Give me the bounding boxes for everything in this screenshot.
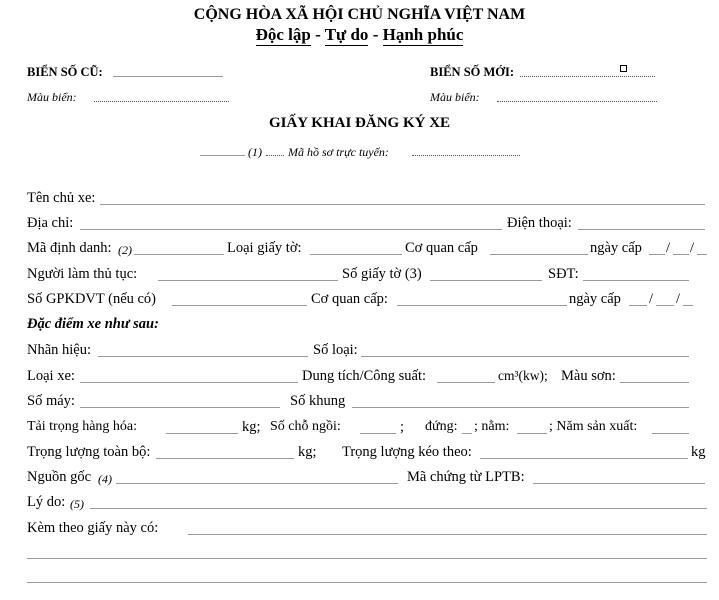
total-weight-label: Trọng lượng toàn bộ: xyxy=(27,444,151,460)
doc-no-label: Số giấy tờ (3) xyxy=(342,266,422,282)
new-plate-label: BIỂN SỐ MỚI: xyxy=(430,65,515,79)
issue-date2-label: ngày cấp xyxy=(569,291,621,307)
agent-label: Người làm thủ tục: xyxy=(27,266,138,282)
tow-weight-unit: kg xyxy=(691,444,706,460)
attached-label: Kèm theo giấy này có: xyxy=(27,520,159,536)
form-number-dots xyxy=(266,155,284,156)
agent-field[interactable] xyxy=(158,280,338,281)
reason-note: (5) xyxy=(70,497,84,511)
doc-no-field[interactable] xyxy=(430,280,542,281)
total-weight-unit: kg; xyxy=(298,444,317,460)
online-code-field[interactable] xyxy=(412,155,520,156)
id-code-field[interactable] xyxy=(134,254,224,255)
old-plate-label: BIỂN SỐ CŨ: xyxy=(27,65,103,79)
phone-label: Điện thoại: xyxy=(507,215,572,231)
origin-note: (4) xyxy=(98,472,112,486)
type-label: Loại xe: xyxy=(27,368,75,384)
attached-field[interactable] xyxy=(188,534,707,535)
new-plate-color-field[interactable] xyxy=(497,101,657,102)
engine-label: Số máy: xyxy=(27,393,75,409)
engine-field[interactable] xyxy=(80,407,280,408)
lptb-field[interactable] xyxy=(533,483,705,484)
standing-field[interactable] xyxy=(462,433,472,434)
owner-field[interactable] xyxy=(100,204,705,205)
standing-label: đứng: xyxy=(425,419,458,434)
origin-label: Nguồn gốc xyxy=(27,469,92,485)
issue-year2-field[interactable] xyxy=(683,305,693,306)
reason-label: Lý do: xyxy=(27,494,66,510)
national-header: CỘNG HÒA XÃ HỘI CHỦ NGHĨA VIỆT NAM xyxy=(193,6,526,23)
gpkd-label: Số GPKDVT (nếu có) xyxy=(27,291,157,307)
color-label: Màu sơn: xyxy=(561,368,616,384)
tow-weight-label: Trọng lượng kéo theo: xyxy=(342,444,472,460)
model-field[interactable] xyxy=(361,356,689,357)
new-plate-field[interactable] xyxy=(520,76,655,77)
seats-sep: ; xyxy=(400,419,405,435)
date2-slash-1: / xyxy=(649,291,654,307)
seats-field[interactable] xyxy=(360,433,396,434)
date-slash-2: / xyxy=(690,240,695,256)
total-weight-field[interactable] xyxy=(156,458,294,459)
issue-day2-field[interactable] xyxy=(629,305,647,306)
id-code-note: (2) xyxy=(118,243,132,257)
reason-field[interactable] xyxy=(90,508,707,509)
chassis-label: Số khung xyxy=(290,393,346,409)
motto-part-3: Hạnh phúc xyxy=(382,25,464,44)
attached-line-2[interactable] xyxy=(27,558,707,559)
motto-sep-1: - xyxy=(310,25,325,44)
form-number-field[interactable] xyxy=(200,155,245,156)
color-field[interactable] xyxy=(620,382,689,383)
motto-sep-2: - xyxy=(368,25,383,44)
lptb-label: Mã chứng từ LPTB: xyxy=(407,469,525,485)
vehicle-heading: Đặc điểm xe như sau: xyxy=(27,316,159,332)
issuer2-label: Cơ quan cấp: xyxy=(311,291,388,307)
capacity-label: Dung tích/Công suất: xyxy=(302,368,427,384)
sdt-label: SĐT: xyxy=(548,266,579,282)
chassis-field[interactable] xyxy=(352,407,689,408)
old-plate-field[interactable] xyxy=(113,76,223,77)
brand-field[interactable] xyxy=(98,356,308,357)
new-plate-color-label: Màu biển: xyxy=(430,90,480,104)
year-field[interactable] xyxy=(652,433,689,434)
origin-field[interactable] xyxy=(116,483,398,484)
model-label: Số loại: xyxy=(313,342,358,358)
online-code-label: Mã hồ sơ trực tuyến: xyxy=(288,145,389,159)
issuer-field[interactable] xyxy=(490,254,588,255)
issue-year-field[interactable] xyxy=(697,254,707,255)
seats-label: Số chỗ ngồi: xyxy=(270,419,341,434)
issuer2-field[interactable] xyxy=(397,305,567,306)
old-plate-color-field[interactable] xyxy=(94,101,229,102)
cm3-unit: cm³(kw); xyxy=(498,368,548,383)
issuer-label: Cơ quan cấp xyxy=(405,240,478,256)
date-slash-1: / xyxy=(666,240,671,256)
payload-unit: kg; xyxy=(242,419,261,435)
form-title: GIẤY KHAI ĐĂNG KÝ XE xyxy=(268,115,451,131)
tow-weight-field[interactable] xyxy=(480,458,688,459)
form-number-note: (1) xyxy=(248,145,262,159)
address-field[interactable] xyxy=(80,229,502,230)
phone-field[interactable] xyxy=(578,229,705,230)
doc-type-label: Loại giấy tờ: xyxy=(227,240,302,256)
address-label: Địa chỉ: xyxy=(27,215,74,231)
doc-type-field[interactable] xyxy=(310,254,402,255)
issue-day-field[interactable] xyxy=(649,254,665,255)
brand-label: Nhãn hiệu: xyxy=(27,342,92,358)
motto-part-1: Độc lập xyxy=(255,25,311,44)
national-motto xyxy=(0,25,719,45)
attached-line-3[interactable] xyxy=(27,582,707,583)
id-code-label: Mã định danh: xyxy=(27,240,112,256)
capacity-field[interactable] xyxy=(437,382,495,383)
year-label: ; Năm sản xuất: xyxy=(549,419,638,434)
checkbox-icon[interactable] xyxy=(620,65,627,72)
type-field[interactable] xyxy=(80,382,298,383)
old-plate-color-label: Màu biển: xyxy=(27,90,77,104)
issue-date-label: ngày cấp xyxy=(590,240,642,256)
lying-field[interactable] xyxy=(517,433,547,434)
payload-field[interactable] xyxy=(166,433,238,434)
date2-slash-2: / xyxy=(676,291,681,307)
payload-label: Tải trọng hàng hóa: xyxy=(27,419,138,434)
lying-label: ; nằm: xyxy=(474,419,510,434)
owner-label: Tên chủ xe: xyxy=(27,190,96,206)
sdt-field[interactable] xyxy=(583,280,689,281)
motto-part-2: Tự do xyxy=(324,25,369,44)
gpkd-field[interactable] xyxy=(172,305,307,306)
issue-month-field[interactable] xyxy=(673,254,689,255)
issue-month2-field[interactable] xyxy=(656,305,674,306)
